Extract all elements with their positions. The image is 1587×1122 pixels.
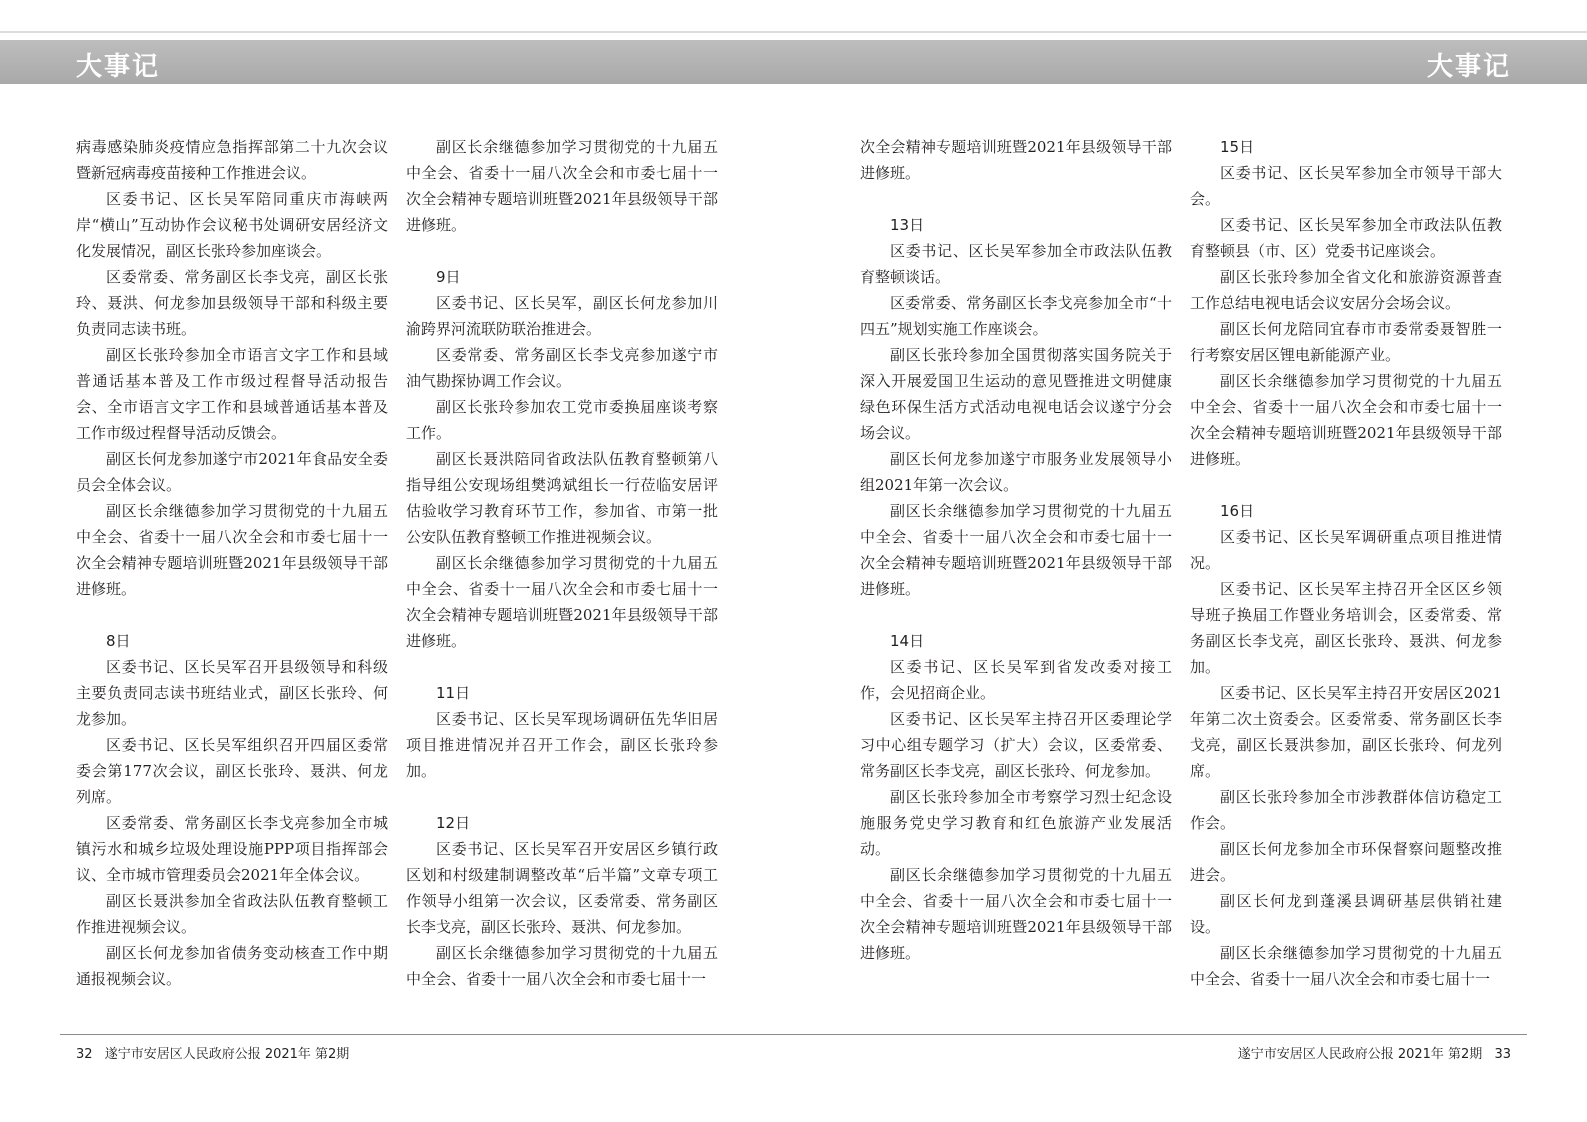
footer-left [76, 1043, 357, 1062]
event-paragraph: 区委常委、常务副区长李戈亮，副区长张玲、聂洪、何龙参加县级领导干部和科级主要负责同志读书班。 [76, 268, 388, 338]
event-paragraph: 区委书记、区长吴军召开县级领导和科级主要负责同志读书班结业式，副区长张玲、何龙参加。 [76, 658, 388, 728]
event-paragraph: 区委书记、区长吴军参加全市领导干部大会。 [1190, 164, 1502, 208]
event-paragraph: 区委书记、区长吴军主持召开安居区2021年第二次土资委会。区委常委、常务副区长李戈亮，副区长聂洪参加，副区长张玲、何龙列席。 [1190, 684, 1502, 780]
event-paragraph: 副区长何龙参加省债务变动核查工作中期通报视频会议。 [76, 944, 388, 988]
event-paragraph: 副区长何龙参加全市环保督察问题整改推进会。 [1190, 840, 1502, 884]
event-paragraph: 区委常委、常务副区长李戈亮参加全市城镇污水和城乡垃圾处理设施PPP项目指挥部会议、全市城市管理委员会2021年全体会议。 [76, 814, 388, 884]
publication-title-right: 遂宁市安居区人民政府公报 2021年 第2期 [1237, 1047, 1483, 1062]
footer-right [1230, 1043, 1511, 1062]
date-heading: 9日 [436, 268, 461, 286]
date-heading: 8日 [106, 632, 131, 650]
event-paragraph: 区委书记、区长吴军到省发改委对接工作，会见招商企业。 [860, 658, 1172, 702]
page-number-left: 32 [76, 1047, 93, 1062]
event-paragraph: 区委常委、常务副区长李戈亮参加全市“十四五”规划实施工作座谈会。 [860, 294, 1172, 338]
event-paragraph: 区委书记、区长吴军主持召开区委理论学习中心组专题学习（扩大）会议，区委常委、常务副区长李戈亮，副区长张玲、何龙参加。 [860, 710, 1172, 780]
text-column-2 [406, 134, 718, 992]
event-paragraph: 副区长余继德参加学习贯彻党的十九届五中全会、省委十一届八次全会和市委七届十一次全会精神专题培训班暨2021年县级领导干部进修班。 [860, 502, 1172, 598]
event-paragraph: 副区长余继德参加学习贯彻党的十九届五中全会、省委十一届八次全会和市委七届十一次全会精神专题培训班暨2021年县级领导干部进修班。 [860, 866, 1172, 962]
event-paragraph: 区委书记、区长吴军，副区长何龙参加川渝跨界河流联防联治推进会。 [406, 294, 718, 338]
section-title-right: 大事记 [1426, 52, 1511, 82]
event-paragraph: 副区长何龙参加遂宁市服务业发展领导小组2021年第一次会议。 [860, 450, 1172, 494]
event-paragraph: 副区长张玲参加全市涉教群体信访稳定工作会。 [1190, 788, 1502, 832]
top-rule [0, 31, 1587, 33]
section-title-left: 大事记 [76, 52, 161, 82]
event-paragraph: 副区长何龙参加遂宁市2021年食品安全委员会全体会议。 [76, 450, 388, 494]
event-paragraph: 副区长张玲参加全市考察学习烈士纪念设施服务党史学习教育和红色旅游产业发展活动。 [860, 788, 1172, 858]
event-paragraph: 副区长聂洪陪同省政法队伍教育整顿第八指导组公安现场组樊鸿斌组长一行莅临安居评估验收学习教育环节工作，参加省、市第一批公安队伍教育整顿工作推进视频会议。 [406, 450, 718, 546]
event-paragraph: 副区长聂洪参加全省政法队伍教育整顿工作推进视频会议。 [76, 892, 388, 936]
page-number-right: 33 [1494, 1047, 1511, 1062]
event-paragraph: 副区长余继德参加学习贯彻党的十九届五中全会、省委十一届八次全会和市委七届十一 [1190, 944, 1502, 988]
date-heading: 11日 [436, 684, 471, 702]
date-heading: 14日 [890, 632, 925, 650]
date-heading: 15日 [1220, 138, 1255, 156]
date-heading: 16日 [1220, 502, 1255, 520]
event-paragraph: 副区长张玲参加全省文化和旅游资源普查工作总结电视电话会议安居分会场会议。 [1190, 268, 1502, 312]
continued-paragraph: 次全会精神专题培训班暨2021年县级领导干部进修班。 [860, 138, 1172, 182]
event-paragraph: 副区长张玲参加全国贯彻落实国务院关于深入开展爱国卫生运动的意见暨推进文明健康绿色环保生活方式活动电视电话会议遂宁分会场会议。 [860, 346, 1172, 442]
event-paragraph: 区委书记、区长吴军主持召开全区区乡领导班子换届工作暨业务培训会，区委常委、常务副区长李戈亮，副区长张玲、聂洪、何龙参加。 [1190, 580, 1502, 676]
event-paragraph: 区委书记、区长吴军陪同重庆市海峡两岸“横山”互动协作会议秘书处调研安居经济文化发展情况，副区长张玲参加座谈会。 [76, 190, 388, 260]
event-paragraph: 副区长张玲参加农工党市委换届座谈考察工作。 [406, 398, 718, 442]
text-column-3 [860, 134, 1172, 966]
event-paragraph: 副区长余继德参加学习贯彻党的十九届五中全会、省委十一届八次全会和市委七届十一 [406, 944, 718, 988]
event-paragraph: 区委书记、区长吴军参加全市政法队伍教育整顿谈话。 [860, 242, 1172, 286]
event-paragraph: 副区长余继德参加学习贯彻党的十九届五中全会、省委十一届八次全会和市委七届十一次全会精神专题培训班暨2021年县级领导干部进修班。 [406, 138, 718, 234]
continued-paragraph: 病毒感染肺炎疫情应急指挥部第二十九次会议暨新冠病毒疫苗接种工作推进会议。 [76, 138, 388, 182]
event-paragraph: 区委书记、区长吴军参加全市政法队伍教育整顿县（市、区）党委书记座谈会。 [1190, 216, 1502, 260]
text-column-4 [1190, 134, 1502, 992]
publication-title-left: 遂宁市安居区人民政府公报 2021年 第2期 [104, 1047, 350, 1062]
event-paragraph: 区委书记、区长吴军现场调研伍先华旧居项目推进情况并召开工作会，副区长张玲参加。 [406, 710, 718, 780]
footer-rule [60, 1034, 1527, 1035]
text-column-1 [76, 134, 388, 992]
event-paragraph: 区委书记、区长吴军召开安居区乡镇行政区划和村级建制调整改革“后半篇”文章专项工作领导小组第一次会议，区委常委、常务副区长李戈亮，副区长张玲、聂洪、何龙参加。 [406, 840, 718, 936]
date-heading: 12日 [436, 814, 471, 832]
event-paragraph: 副区长何龙到蓬溪县调研基层供销社建设。 [1190, 892, 1502, 936]
date-heading: 13日 [890, 216, 925, 234]
event-paragraph: 副区长余继德参加学习贯彻党的十九届五中全会、省委十一届八次全会和市委七届十一次全会精神专题培训班暨2021年县级领导干部进修班。 [1190, 372, 1502, 468]
event-paragraph: 副区长张玲参加全市语言文字工作和县域普通话基本普及工作市级过程督导活动报告会、全市语言文字工作和县域普通话基本普及工作市级过程督导活动反馈会。 [76, 346, 388, 442]
event-paragraph: 区委书记、区长吴军组织召开四届区委常委会第177次会议，副区长张玲、聂洪、何龙列席。 [76, 736, 388, 806]
header-bar [0, 40, 1587, 84]
event-paragraph: 副区长余继德参加学习贯彻党的十九届五中全会、省委十一届八次全会和市委七届十一次全会精神专题培训班暨2021年县级领导干部进修班。 [76, 502, 388, 598]
event-paragraph: 副区长余继德参加学习贯彻党的十九届五中全会、省委十一届八次全会和市委七届十一次全会精神专题培训班暨2021年县级领导干部进修班。 [406, 554, 718, 650]
event-paragraph: 副区长何龙陪同宜春市市委常委聂智胜一行考察安居区锂电新能源产业。 [1190, 320, 1502, 364]
event-paragraph: 区委常委、常务副区长李戈亮参加遂宁市油气勘探协调工作会议。 [406, 346, 718, 390]
event-paragraph: 区委书记、区长吴军调研重点项目推进情况。 [1190, 528, 1502, 572]
